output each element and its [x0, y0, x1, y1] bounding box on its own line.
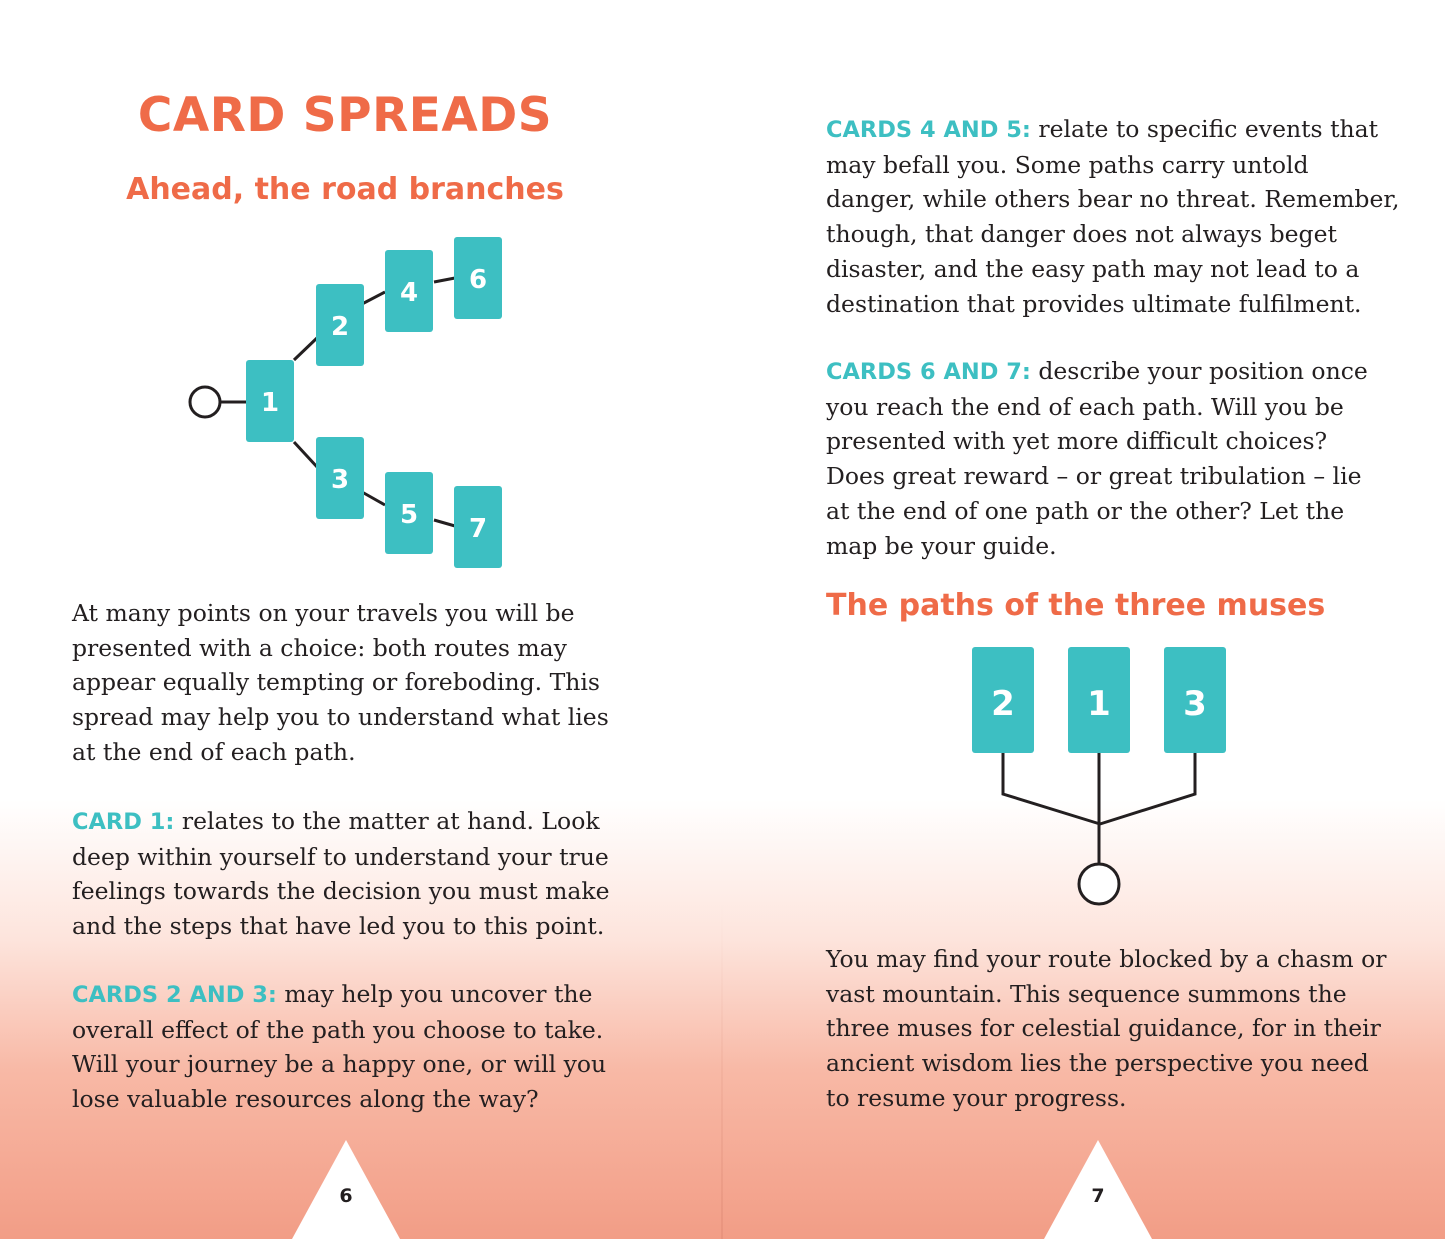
diagram-connectors	[1003, 752, 1195, 863]
card-node	[316, 284, 364, 366]
card-node	[316, 437, 364, 519]
start-node	[190, 387, 220, 417]
page-number: 7	[1091, 1185, 1105, 1207]
three-muses-diagram	[962, 640, 1242, 910]
start-node	[1079, 864, 1119, 904]
cards23-label: CARDS 2 AND 3:	[72, 982, 277, 1008]
card-node	[385, 250, 433, 332]
card-number: 4	[399, 278, 419, 308]
card-number: 2	[330, 312, 350, 342]
spread-subtitle-three-muses: The paths of the three muses	[826, 588, 1326, 623]
page-number: 6	[339, 1185, 353, 1207]
card-number: 7	[468, 514, 488, 544]
cards67-paragraph	[826, 354, 1386, 563]
cards67-text: describe your position once you reach the end of each path. Will you be presented with yet more difficult choices? Does great reward – or great tribulation – lie at the end of one path or the other? Let the map be your guide.	[826, 357, 1368, 560]
cards67-label: CARDS 6 AND 7:	[826, 359, 1031, 385]
card-node	[454, 486, 502, 568]
card-node	[1068, 647, 1130, 753]
outro-paragraph: You may find your route blocked by a chasm or vast mountain. This sequence summons the three muses for celestial guidance, for in their ancient wisdom lies the perspective you need to resume your progress.	[826, 945, 1387, 1112]
right-page	[722, 0, 1445, 1239]
card-node	[454, 237, 502, 319]
card1-paragraph	[72, 804, 632, 944]
left-page	[0, 0, 722, 1239]
card-number: 3	[330, 465, 350, 495]
card-number: 6	[468, 265, 488, 295]
road-branches-diagram	[180, 230, 510, 575]
cards23-text: may help you uncover the overall effect of the path you choose to take. Will your journey be a happy one, or will you lose valuable resources along the way?	[72, 980, 607, 1114]
card-node	[972, 647, 1034, 753]
cards45-paragraph	[826, 112, 1401, 321]
cards45-text: relate to specific events that may befall you. Some paths carry untold danger, while others bear no threat. Remember, though, that danger does not always beget disaster, and the easy path may not lead to a destination that provides ultimate fulfilment.	[826, 115, 1400, 318]
card-number: 5	[399, 500, 419, 530]
page-title: CARD SPREADS	[137, 88, 553, 143]
card-node	[1164, 647, 1226, 753]
card1-label: CARD 1:	[72, 809, 175, 835]
card-node	[385, 472, 433, 554]
cards23-paragraph	[72, 977, 632, 1117]
card-node	[246, 360, 294, 442]
card-number: 2	[991, 684, 1015, 724]
card-number: 1	[1087, 684, 1111, 724]
spread-subtitle-road-branches: Ahead, the road branches	[126, 172, 564, 207]
cards45-label: CARDS 4 AND 5:	[826, 117, 1031, 143]
card-number: 1	[260, 388, 280, 418]
card-number: 3	[1183, 684, 1207, 724]
intro-paragraph: At many points on your travels you will be presented with a choice: both routes may appear equally tempting or foreboding. This spread may help you to understand what lies at the end of each path.	[72, 599, 609, 766]
card1-text: relates to the matter at hand. Look deep within yourself to understand your true feelings towards the decision you must make and the steps that have led you to this point.	[72, 807, 610, 941]
